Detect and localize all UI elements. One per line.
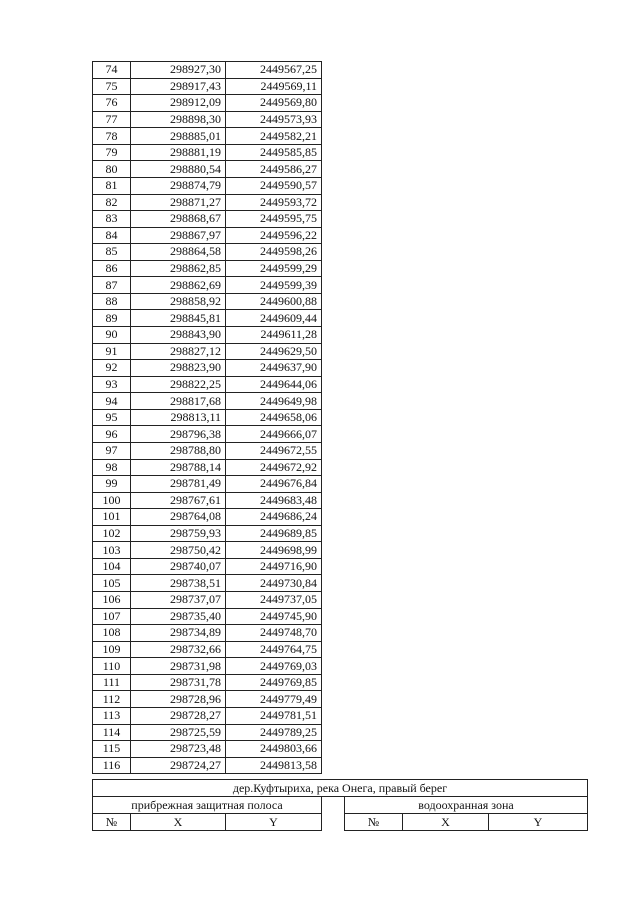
y-coordinate-cell: 2449779,49 (226, 691, 322, 708)
point-number-cell: 102 (93, 525, 131, 542)
y-coordinate-cell: 2449595,75 (226, 211, 322, 228)
table-row (93, 641, 322, 658)
table-row (93, 144, 322, 161)
left-col-x-header: X (131, 814, 226, 831)
x-coordinate-cell: 298823,90 (131, 360, 226, 377)
y-coordinate-cell: 2449599,39 (226, 277, 322, 294)
table-row (93, 459, 322, 476)
table-row (93, 509, 322, 526)
y-coordinate-cell: 2449716,90 (226, 558, 322, 575)
table-row (93, 625, 322, 642)
point-number-cell: 114 (93, 724, 131, 741)
table-row (93, 575, 322, 592)
point-number-cell: 96 (93, 426, 131, 443)
x-coordinate-cell: 298724,27 (131, 757, 226, 774)
table-row (93, 360, 322, 377)
location-title-row (93, 780, 588, 797)
y-coordinate-cell: 2449629,50 (226, 343, 322, 360)
x-coordinate-cell: 298750,42 (131, 542, 226, 559)
x-coordinate-cell: 298788,14 (131, 459, 226, 476)
table-row (93, 409, 322, 426)
x-coordinate-cell: 298731,98 (131, 658, 226, 675)
point-number-cell: 112 (93, 691, 131, 708)
section-gap (322, 814, 345, 831)
y-coordinate-cell: 2449689,85 (226, 525, 322, 542)
x-coordinate-cell: 298822,25 (131, 376, 226, 393)
point-number-cell: 109 (93, 641, 131, 658)
table-row (93, 476, 322, 493)
x-coordinate-cell: 298917,43 (131, 78, 226, 95)
x-coordinate-cell: 298858,92 (131, 293, 226, 310)
point-number-cell: 80 (93, 161, 131, 178)
point-number-cell: 92 (93, 360, 131, 377)
y-coordinate-cell: 2449813,58 (226, 757, 322, 774)
table-row (93, 62, 322, 79)
y-coordinate-cell: 2449573,93 (226, 111, 322, 128)
point-number-cell: 91 (93, 343, 131, 360)
table-row (93, 376, 322, 393)
y-coordinate-cell: 2449593,72 (226, 194, 322, 211)
table-row (93, 277, 322, 294)
table-row (93, 724, 322, 741)
point-number-cell: 84 (93, 227, 131, 244)
x-coordinate-cell: 298881,19 (131, 144, 226, 161)
column-headers-row (93, 814, 588, 831)
y-coordinate-cell: 2449644,06 (226, 376, 322, 393)
water-protection-zone-title: водоохранная зона (345, 797, 588, 814)
point-number-cell: 94 (93, 393, 131, 410)
y-coordinate-cell: 2449781,51 (226, 707, 322, 724)
point-number-cell: 95 (93, 409, 131, 426)
point-number-cell: 107 (93, 608, 131, 625)
y-coordinate-cell: 2449590,57 (226, 177, 322, 194)
x-coordinate-cell: 298862,85 (131, 260, 226, 277)
y-coordinate-cell: 2449582,21 (226, 128, 322, 145)
left-col-y-header: Y (226, 814, 322, 831)
y-coordinate-cell: 2449569,80 (226, 95, 322, 112)
x-coordinate-cell: 298728,27 (131, 707, 226, 724)
x-coordinate-cell: 298817,68 (131, 393, 226, 410)
table-row (93, 177, 322, 194)
y-coordinate-cell: 2449730,84 (226, 575, 322, 592)
x-coordinate-cell: 298796,38 (131, 426, 226, 443)
y-coordinate-cell: 2449748,70 (226, 625, 322, 642)
x-coordinate-cell: 298732,66 (131, 641, 226, 658)
point-number-cell: 104 (93, 558, 131, 575)
table-row (93, 741, 322, 758)
y-coordinate-cell: 2449600,88 (226, 293, 322, 310)
y-coordinate-cell: 2449598,26 (226, 244, 322, 261)
point-number-cell: 100 (93, 492, 131, 509)
y-coordinate-cell: 2449596,22 (226, 227, 322, 244)
table-row (93, 211, 322, 228)
table-row (93, 327, 322, 344)
right-col-number-header: № (345, 814, 403, 831)
point-number-cell: 116 (93, 757, 131, 774)
table-row (93, 442, 322, 459)
table-row (93, 260, 322, 277)
x-coordinate-cell: 298862,69 (131, 277, 226, 294)
table-row (93, 426, 322, 443)
table-row (93, 542, 322, 559)
y-coordinate-cell: 2449637,90 (226, 360, 322, 377)
y-coordinate-cell: 2449672,55 (226, 442, 322, 459)
point-number-cell: 74 (93, 62, 131, 79)
y-coordinate-cell: 2449672,92 (226, 459, 322, 476)
point-number-cell: 111 (93, 674, 131, 691)
table-row (93, 111, 322, 128)
y-coordinate-cell: 2449569,11 (226, 78, 322, 95)
point-number-cell: 87 (93, 277, 131, 294)
point-number-cell: 89 (93, 310, 131, 327)
y-coordinate-cell: 2449586,27 (226, 161, 322, 178)
point-number-cell: 108 (93, 625, 131, 642)
table-row (93, 592, 322, 609)
x-coordinate-cell: 298912,09 (131, 95, 226, 112)
table-row (93, 310, 322, 327)
point-number-cell: 77 (93, 111, 131, 128)
coastal-protective-strip-title: прибрежная защитная полоса (93, 797, 322, 814)
section-titles-row (93, 797, 588, 814)
y-coordinate-cell: 2449666,07 (226, 426, 322, 443)
point-number-cell: 79 (93, 144, 131, 161)
table-row (93, 558, 322, 575)
y-coordinate-cell: 2449764,75 (226, 641, 322, 658)
point-number-cell: 88 (93, 293, 131, 310)
point-number-cell: 113 (93, 707, 131, 724)
table-row (93, 674, 322, 691)
point-number-cell: 97 (93, 442, 131, 459)
y-coordinate-cell: 2449698,99 (226, 542, 322, 559)
point-number-cell: 82 (93, 194, 131, 211)
point-number-cell: 93 (93, 376, 131, 393)
y-coordinate-cell: 2449745,90 (226, 608, 322, 625)
y-coordinate-cell: 2449769,03 (226, 658, 322, 675)
point-number-cell: 85 (93, 244, 131, 261)
table-row (93, 78, 322, 95)
y-coordinate-cell: 2449676,84 (226, 476, 322, 493)
x-coordinate-cell: 298728,96 (131, 691, 226, 708)
y-coordinate-cell: 2449769,85 (226, 674, 322, 691)
point-number-cell: 115 (93, 741, 131, 758)
x-coordinate-cell: 298767,61 (131, 492, 226, 509)
x-coordinate-cell: 298759,93 (131, 525, 226, 542)
y-coordinate-cell: 2449567,25 (226, 62, 322, 79)
x-coordinate-cell: 298781,49 (131, 476, 226, 493)
location-title: дер.Куфтыриха, река Онега, правый берег (93, 780, 588, 797)
y-coordinate-cell: 2449686,24 (226, 509, 322, 526)
point-number-cell: 105 (93, 575, 131, 592)
x-coordinate-cell: 298723,48 (131, 741, 226, 758)
x-coordinate-cell: 298813,11 (131, 409, 226, 426)
table-row (93, 95, 322, 112)
x-coordinate-cell: 298898,30 (131, 111, 226, 128)
y-coordinate-cell: 2449737,05 (226, 592, 322, 609)
x-coordinate-cell: 298734,89 (131, 625, 226, 642)
point-number-cell: 86 (93, 260, 131, 277)
y-coordinate-cell: 2449585,85 (226, 144, 322, 161)
y-coordinate-cell: 2449649,98 (226, 393, 322, 410)
table-row (93, 293, 322, 310)
x-coordinate-cell: 298845,81 (131, 310, 226, 327)
y-coordinate-cell: 2449683,48 (226, 492, 322, 509)
table-row (93, 525, 322, 542)
section-gap (322, 797, 345, 814)
table-row (93, 658, 322, 675)
x-coordinate-cell: 298843,90 (131, 327, 226, 344)
table-row (93, 343, 322, 360)
y-coordinate-cell: 2449789,25 (226, 724, 322, 741)
right-col-x-header: X (403, 814, 489, 831)
x-coordinate-cell: 298880,54 (131, 161, 226, 178)
table-row (93, 128, 322, 145)
y-coordinate-cell: 2449609,44 (226, 310, 322, 327)
table-row (93, 244, 322, 261)
table-row (93, 227, 322, 244)
coordinates-table-body (93, 62, 322, 774)
x-coordinate-cell: 298927,30 (131, 62, 226, 79)
x-coordinate-cell: 298874,79 (131, 177, 226, 194)
y-coordinate-cell: 2449599,29 (226, 260, 322, 277)
x-coordinate-cell: 298725,59 (131, 724, 226, 741)
point-number-cell: 81 (93, 177, 131, 194)
x-coordinate-cell: 298867,97 (131, 227, 226, 244)
table-row (93, 608, 322, 625)
x-coordinate-cell: 298788,80 (131, 442, 226, 459)
point-number-cell: 99 (93, 476, 131, 493)
x-coordinate-cell: 298827,12 (131, 343, 226, 360)
table-row (93, 757, 322, 774)
left-col-number-header: № (93, 814, 131, 831)
point-number-cell: 101 (93, 509, 131, 526)
x-coordinate-cell: 298731,78 (131, 674, 226, 691)
table-row (93, 707, 322, 724)
x-coordinate-cell: 298871,27 (131, 194, 226, 211)
point-number-cell: 103 (93, 542, 131, 559)
x-coordinate-cell: 298868,67 (131, 211, 226, 228)
table-row (93, 691, 322, 708)
table-row (93, 161, 322, 178)
x-coordinate-cell: 298885,01 (131, 128, 226, 145)
x-coordinate-cell: 298764,08 (131, 509, 226, 526)
y-coordinate-cell: 2449611,28 (226, 327, 322, 344)
point-number-cell: 83 (93, 211, 131, 228)
point-number-cell: 75 (93, 78, 131, 95)
y-coordinate-cell: 2449803,66 (226, 741, 322, 758)
table-row (93, 492, 322, 509)
point-number-cell: 76 (93, 95, 131, 112)
x-coordinate-cell: 298740,07 (131, 558, 226, 575)
point-number-cell: 98 (93, 459, 131, 476)
x-coordinate-cell: 298735,40 (131, 608, 226, 625)
point-number-cell: 110 (93, 658, 131, 675)
right-col-y-header: Y (489, 814, 588, 831)
point-number-cell: 78 (93, 128, 131, 145)
point-number-cell: 90 (93, 327, 131, 344)
point-number-cell: 106 (93, 592, 131, 609)
y-coordinate-cell: 2449658,06 (226, 409, 322, 426)
coordinates-table (92, 61, 322, 774)
x-coordinate-cell: 298738,51 (131, 575, 226, 592)
x-coordinate-cell: 298737,07 (131, 592, 226, 609)
x-coordinate-cell: 298864,58 (131, 244, 226, 261)
table-row (93, 194, 322, 211)
section-header-table (92, 779, 588, 831)
table-row (93, 393, 322, 410)
